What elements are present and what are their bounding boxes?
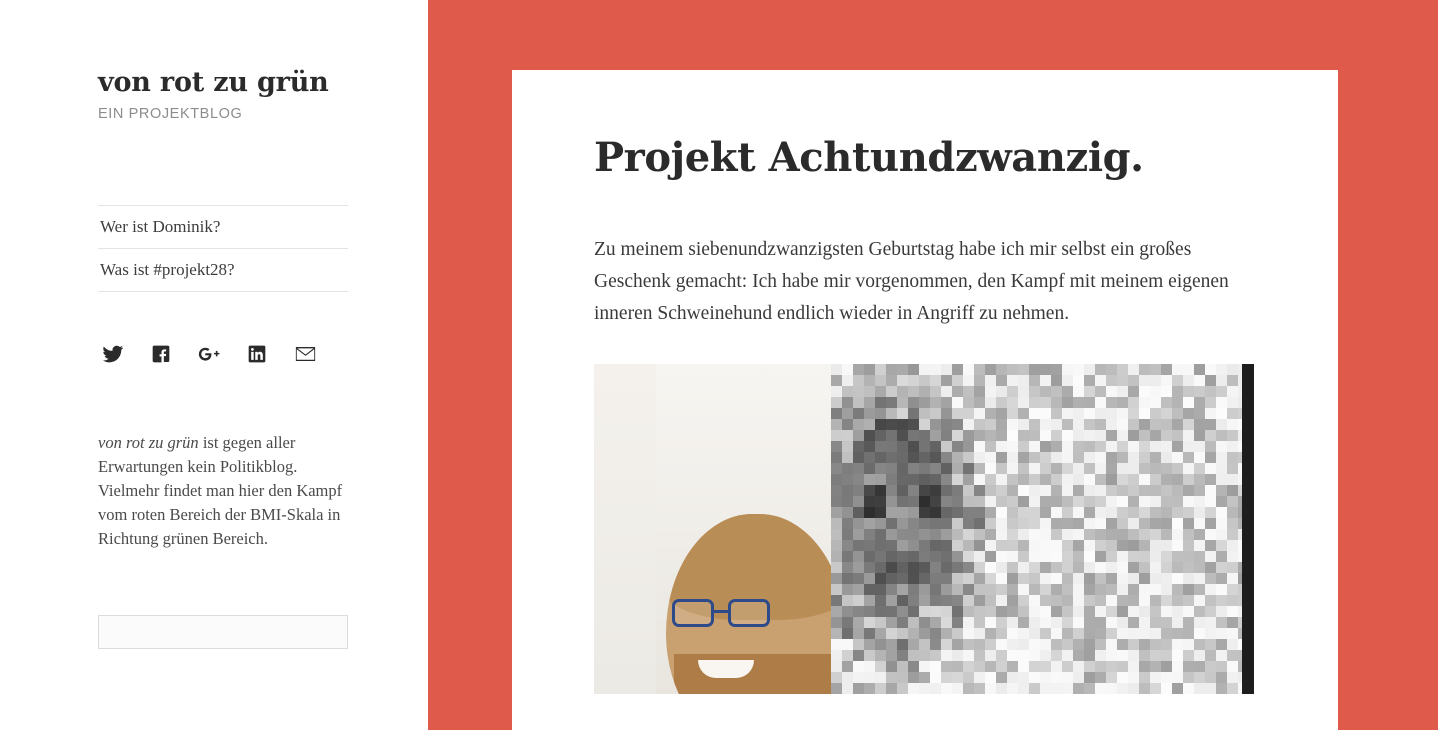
photo-bg-strip (594, 364, 656, 694)
search-container (98, 615, 348, 649)
site-description-text: ist gegen aller Erwartungen kein Politikblog. Vielmehr findet man hier den Kampf vom roten Bereich der BMI-Skala in Richtung grünen Bereich. (98, 433, 343, 548)
search-input[interactable] (98, 615, 348, 649)
post-article (512, 70, 1338, 730)
sidebar-inner (98, 0, 348, 649)
glasses-lens-left (672, 599, 714, 627)
post-paragraph: Zu meinem siebenundzwanzigsten Geburtstag habe ich mir selbst ein großes Geschenk gemacht: Ich habe mir vorgenommen, den Kampf mit meinem eigenen inneren Schweinehund endlich wieder in Angriff zu nehmen. (594, 239, 1229, 324)
nav-item-wer-ist-dominik[interactable]: Wer ist Dominik? (98, 206, 348, 249)
portrait-glasses (672, 599, 772, 629)
social-links (98, 343, 348, 365)
google-plus-icon[interactable] (198, 343, 220, 365)
site-description-emphasis: von rot zu grün (98, 433, 199, 452)
photo-edge-bar (1242, 364, 1254, 694)
post-image-right-pixelated-portrait (831, 364, 1254, 694)
post-image-left-portrait (594, 364, 831, 694)
main-navigation (98, 205, 348, 292)
glasses-lens-right (728, 599, 770, 627)
site-title[interactable]: von rot zu grün (98, 67, 329, 98)
post-title: Projekt Achtundzwanzig. (594, 134, 1144, 181)
facebook-icon[interactable] (150, 343, 172, 365)
twitter-icon[interactable] (102, 343, 124, 365)
main-content-area (428, 0, 1438, 730)
nav-item-was-ist-projekt28[interactable]: Was ist #projekt28? (98, 249, 348, 292)
linkedin-icon[interactable] (246, 343, 268, 365)
email-icon[interactable] (294, 343, 316, 365)
site-description (98, 431, 343, 551)
sidebar (0, 0, 428, 730)
site-tagline: EIN PROJEKTBLOG (98, 106, 243, 122)
post-image (594, 364, 1254, 694)
